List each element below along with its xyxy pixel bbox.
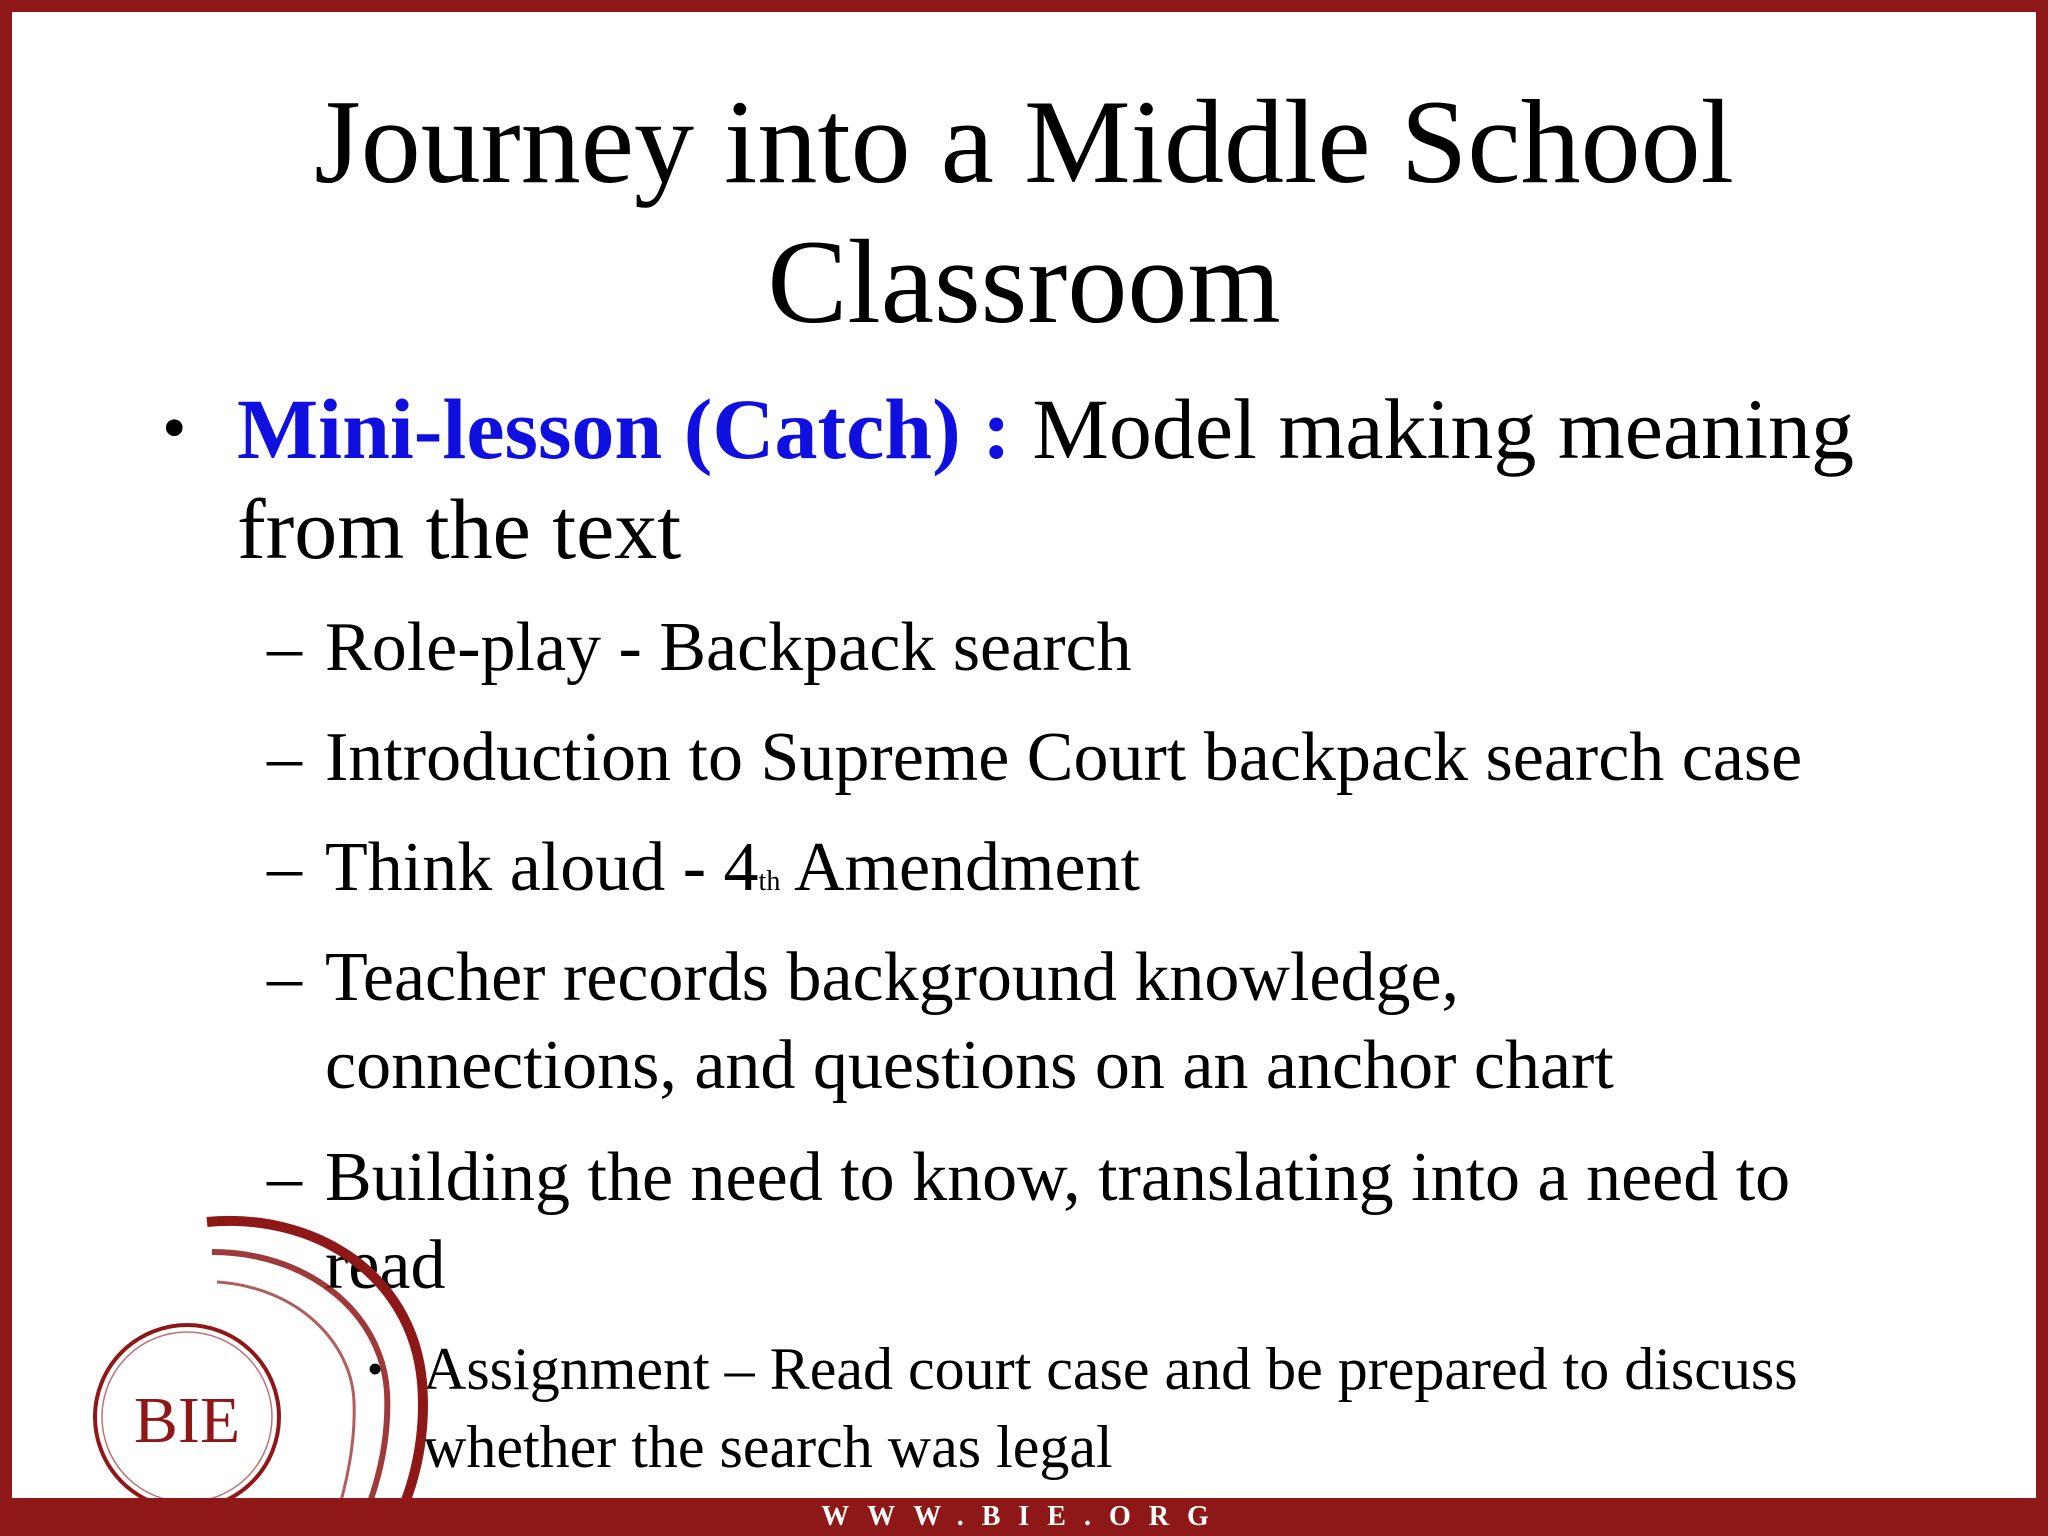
title-line-2: Classroom [767, 215, 1281, 348]
dash-icon: – [267, 829, 302, 906]
sub-item-text-before: Think aloud - 4 [325, 829, 759, 906]
dash-icon: – [267, 609, 302, 686]
main-bullet-line-1: Model making meaning [1010, 381, 1855, 477]
bie-logo [82, 1212, 502, 1536]
dash-icon: – [267, 719, 302, 796]
sub-item-line-1: Teacher records background knowledge, [325, 939, 1460, 1016]
footer-url[interactable]: WWW.BIE.ORG [821, 1501, 1227, 1532]
sub-item-line-1: Building the need to know, translating into a need to [325, 1139, 1791, 1216]
dash-icon: – [267, 939, 302, 1016]
title-line-1: Journey into a Middle School [314, 75, 1734, 208]
sub-item-text [325, 1134, 2045, 1310]
main-bullet-line-2: from the text [237, 481, 682, 577]
ordinal-superscript: th [758, 866, 781, 897]
sub-item-text [325, 824, 2045, 912]
sub-item-line-2: read [325, 1227, 446, 1304]
bullet-dot-icon: • [162, 390, 187, 467]
main-bullet-text [237, 379, 2037, 579]
footer-bar [12, 1498, 2036, 1536]
slide-title [12, 72, 2036, 352]
sub-item-text [325, 934, 2045, 1110]
mini-lesson-heading: Mini-lesson (Catch) : [237, 381, 1011, 477]
logo-text: BIE [133, 1384, 241, 1457]
sub-item-text: Role-play - Backpack search [325, 609, 1132, 686]
sub-item-text-after: Amendment [780, 829, 1141, 906]
nested-bullet-line-1: Assignment – Read court case and be prepared to discuss [423, 1336, 1798, 1402]
nested-bullet-text [423, 1330, 2043, 1486]
sub-item-line-2: connections, and questions on an anchor chart [325, 1027, 1614, 1104]
nested-bullet-line-2: whether the search was legal [423, 1414, 1113, 1480]
dash-icon: – [267, 1139, 302, 1216]
sub-item-text: Introduction to Supreme Court backpack search case [325, 719, 1803, 796]
nested-bullet-dot-icon: • [367, 1343, 384, 1394]
